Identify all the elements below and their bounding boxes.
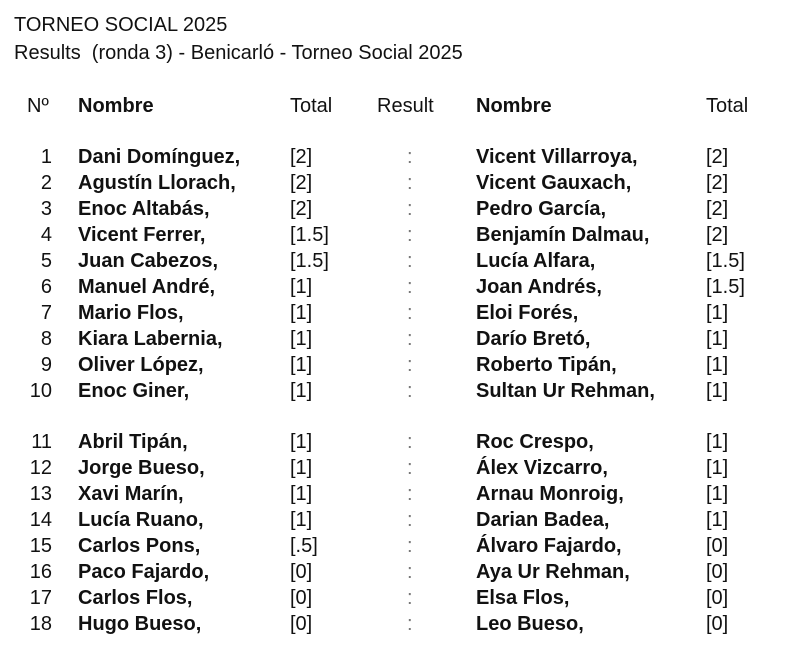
score-black: [1] [706, 302, 729, 324]
player-white: Enoc Altabás, [78, 198, 210, 220]
score-white: [1] [290, 328, 313, 350]
player-white: Oliver López, [78, 354, 204, 376]
player-black: Darian Badea, [476, 509, 610, 531]
result-cell: : [407, 561, 413, 583]
score-black: [2] [706, 172, 729, 194]
pairing-number: 2 [40, 172, 52, 194]
score-white: [1.5] [290, 224, 329, 246]
player-black: Vicent Gauxach, [476, 172, 632, 194]
score-white: [1] [290, 276, 313, 298]
result-cell: : [407, 587, 413, 609]
player-white: Xavi Marín, [78, 483, 184, 505]
score-black: [1.5] [706, 250, 745, 272]
table-row [0, 326, 800, 352]
pairing-number: 5 [40, 250, 52, 272]
result-cell: : [407, 250, 413, 272]
header-num: Nº [27, 95, 49, 117]
pairing-number: 18 [29, 613, 52, 635]
pairing-number: 17 [29, 587, 52, 609]
pairing-number: 6 [40, 276, 52, 298]
result-cell: : [407, 483, 413, 505]
result-cell: : [407, 354, 413, 376]
score-white: [1] [290, 457, 313, 479]
player-white: Abril Tipán, [78, 431, 188, 453]
score-black: [0] [706, 561, 729, 583]
table-row [0, 274, 800, 300]
pairing-number: 3 [40, 198, 52, 220]
player-black: Elsa Flos, [476, 587, 570, 609]
header-name-2: Nombre [476, 95, 552, 117]
player-black: Álex Vizcarro, [476, 457, 608, 479]
result-cell: : [407, 224, 413, 246]
player-black: Pedro García, [476, 198, 607, 220]
player-black: Sultan Ur Rehman, [476, 380, 655, 402]
result-cell: : [407, 198, 413, 220]
player-white: Paco Fajardo, [78, 561, 210, 583]
score-black: [1] [706, 354, 729, 376]
result-cell: : [407, 509, 413, 531]
table-row [0, 481, 800, 507]
pairing-number: 15 [29, 535, 52, 557]
player-white: Enoc Giner, [78, 380, 190, 402]
score-white: [2] [290, 172, 313, 194]
table-row [0, 196, 800, 222]
score-black: [1] [706, 431, 729, 453]
score-black: [0] [706, 535, 729, 557]
pairing-number: 1 [40, 146, 52, 168]
result-cell: : [407, 172, 413, 194]
header-total-2: Total [706, 95, 749, 117]
player-white: Carlos Pons, [78, 535, 201, 557]
score-white: [1] [290, 483, 313, 505]
player-black: Eloi Forés, [476, 302, 579, 324]
player-white: Lucía Ruano, [78, 509, 204, 531]
result-cell: : [407, 380, 413, 402]
table-row [0, 378, 800, 404]
score-white: [0] [290, 613, 313, 635]
score-black: [2] [706, 146, 729, 168]
result-cell: : [407, 457, 413, 479]
player-black: Aya Ur Rehman, [476, 561, 630, 583]
table-row [0, 170, 800, 196]
score-white: [1] [290, 302, 313, 324]
result-cell: : [407, 431, 413, 453]
score-black: [0] [706, 613, 729, 635]
table-row [0, 455, 800, 481]
score-white: [1] [290, 354, 313, 376]
score-white: [1] [290, 431, 313, 453]
player-black: Arnau Monroig, [476, 483, 624, 505]
table-row [0, 144, 800, 170]
player-white: Agustín Llorach, [78, 172, 236, 194]
player-white: Vicent Ferrer, [78, 224, 206, 246]
player-white: Jorge Bueso, [78, 457, 205, 479]
player-black: Darío Bretó, [476, 328, 591, 350]
player-white: Carlos Flos, [78, 587, 193, 609]
pairing-number: 4 [40, 224, 52, 246]
table-row [0, 507, 800, 533]
score-black: [1] [706, 380, 729, 402]
player-black: Roberto Tipán, [476, 354, 617, 376]
score-white: [1] [290, 509, 313, 531]
score-black: [2] [706, 224, 729, 246]
pairing-number: 9 [40, 354, 52, 376]
pairing-number: 8 [40, 328, 52, 350]
player-white: Kiara Labernia, [78, 328, 223, 350]
pairing-number: 14 [29, 509, 52, 531]
player-black: Vicent Villarroya, [476, 146, 638, 168]
result-cell: : [407, 146, 413, 168]
player-black: Leo Bueso, [476, 613, 584, 635]
table-row [0, 248, 800, 274]
score-white: [0] [290, 561, 313, 583]
score-black: [1] [706, 509, 729, 531]
score-black: [2] [706, 198, 729, 220]
table-row [0, 222, 800, 248]
table-row [0, 300, 800, 326]
result-cell: : [407, 276, 413, 298]
player-black: Roc Crespo, [476, 431, 594, 453]
player-white: Juan Cabezos, [78, 250, 219, 272]
result-cell: : [407, 302, 413, 324]
page-subtitle: Results (ronda 3) - Benicarló - Torneo Social 2025 [14, 42, 463, 64]
table-row [0, 611, 800, 637]
score-white: [2] [290, 146, 313, 168]
result-cell: : [407, 613, 413, 635]
score-white: [.5] [290, 535, 318, 557]
result-cell: : [407, 328, 413, 350]
score-black: [0] [706, 587, 729, 609]
player-white: Mario Flos, [78, 302, 184, 324]
player-black: Benjamín Dalmau, [476, 224, 650, 246]
player-white: Hugo Bueso, [78, 613, 202, 635]
score-white: [1.5] [290, 250, 329, 272]
player-black: Álvaro Fajardo, [476, 535, 622, 557]
table-row [0, 429, 800, 455]
player-black: Joan Andrés, [476, 276, 602, 298]
table-row [0, 585, 800, 611]
pairing-number: 10 [29, 380, 52, 402]
player-white: Manuel André, [78, 276, 216, 298]
score-black: [1] [706, 457, 729, 479]
pairing-number: 12 [29, 457, 52, 479]
header-result: Result [377, 95, 434, 117]
page-title: TORNEO SOCIAL 2025 [14, 14, 228, 36]
pairing-number: 7 [40, 302, 52, 324]
score-white: [1] [290, 380, 313, 402]
player-black: Lucía Alfara, [476, 250, 596, 272]
score-black: [1] [706, 328, 729, 350]
table-row [0, 533, 800, 559]
pairing-number: 11 [31, 431, 52, 453]
player-white: Dani Domínguez, [78, 146, 241, 168]
table-row [0, 559, 800, 585]
header-total-1: Total [290, 95, 333, 117]
score-white: [2] [290, 198, 313, 220]
pairing-number: 16 [29, 561, 52, 583]
table-row [0, 352, 800, 378]
table-header [0, 93, 800, 119]
score-black: [1.5] [706, 276, 745, 298]
header-name-1: Nombre [78, 95, 154, 117]
pairing-number: 13 [29, 483, 52, 505]
score-white: [0] [290, 587, 313, 609]
result-cell: : [407, 535, 413, 557]
score-black: [1] [706, 483, 729, 505]
